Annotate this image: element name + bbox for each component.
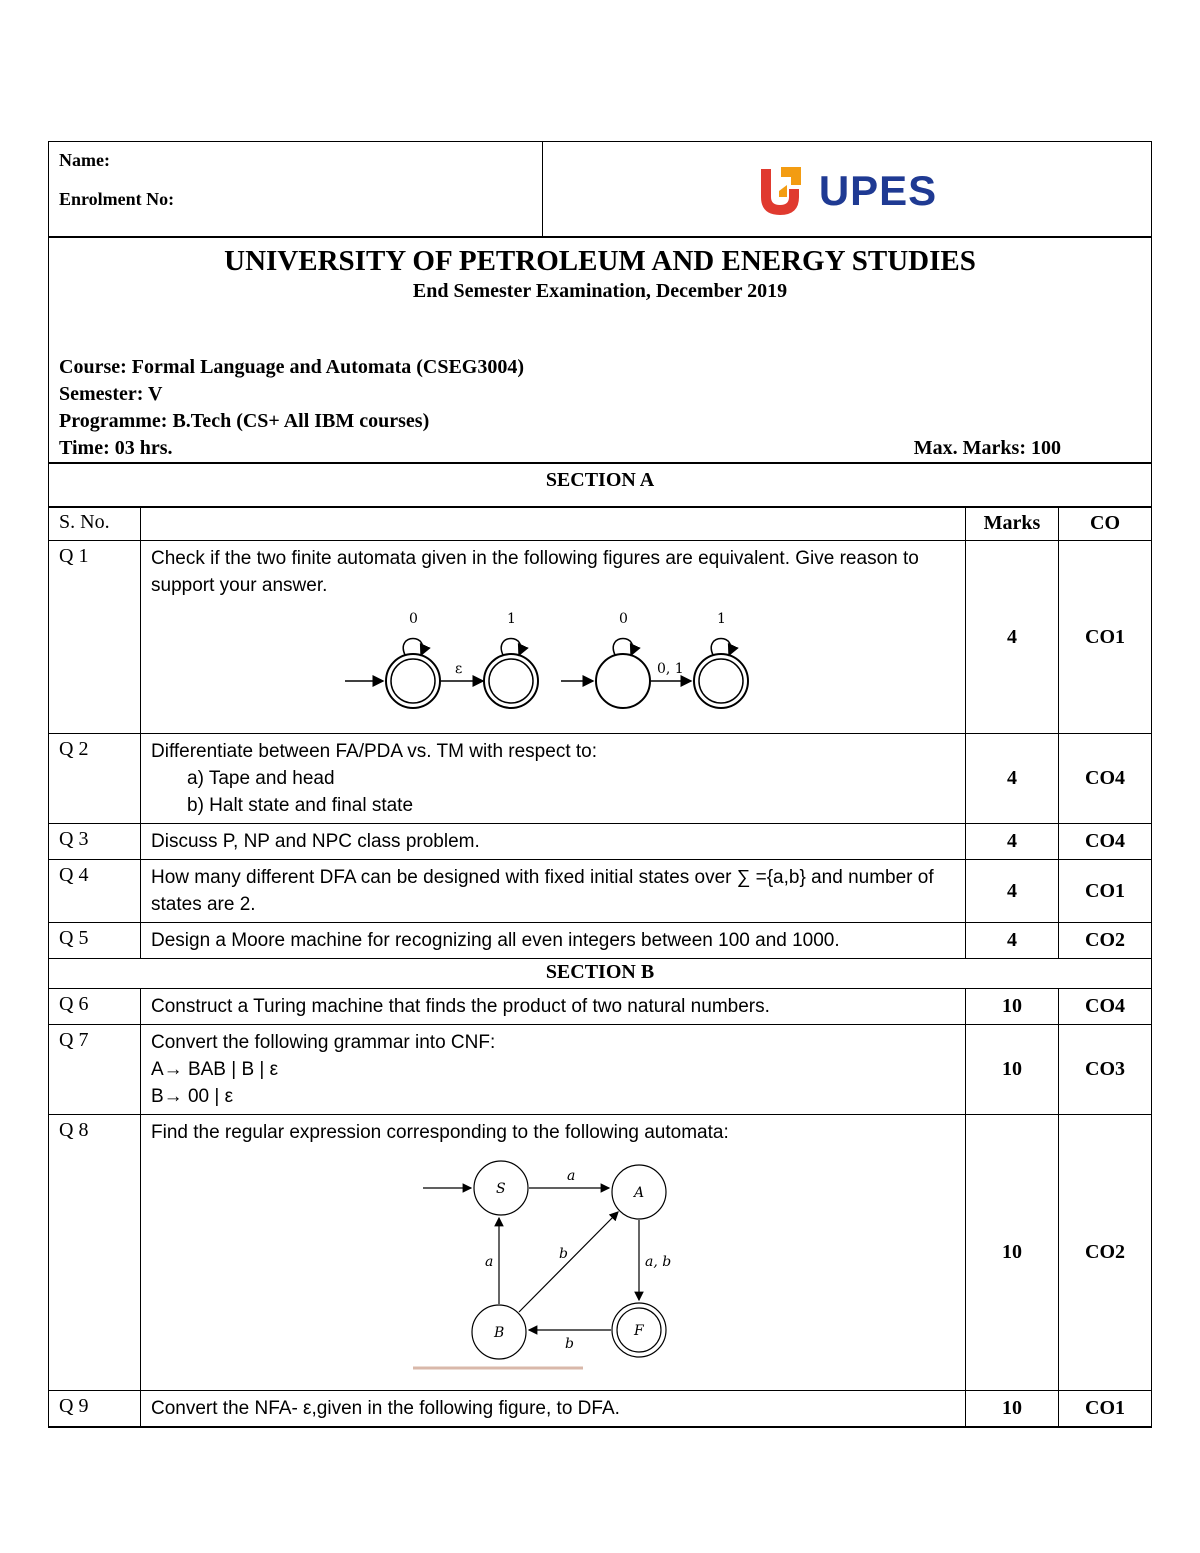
state-circle (596, 654, 650, 708)
co-value: CO4 (1059, 824, 1152, 860)
question-text: Check if the two finite automata given in the following figures are equivalent. Give reason to support your answer. (151, 548, 919, 596)
section-a-heading: SECTION A (49, 463, 1152, 507)
time-marks-line (59, 435, 1141, 462)
marks-value: 10 (966, 1025, 1059, 1115)
question-number: Q 6 (49, 989, 141, 1025)
edge-label: a, b (645, 1254, 672, 1270)
figure-label: 1 (507, 611, 516, 627)
question-row (49, 734, 1152, 824)
exam-info-table (48, 237, 1152, 508)
section-b-row (49, 959, 1152, 989)
question-number: Q 4 (49, 860, 141, 923)
question-subitem: b) Halt state and final state (187, 795, 414, 816)
question-row (49, 989, 1152, 1025)
marks-header: Marks (966, 507, 1059, 541)
question-number: Q 3 (49, 824, 141, 860)
university-name: UNIVERSITY OF PETROLEUM AND ENERGY STUDIES (224, 244, 976, 277)
question-number: Q 2 (49, 734, 141, 824)
question-row (49, 1391, 1152, 1428)
upes-logo-icon (757, 165, 803, 217)
question-row (49, 824, 1152, 860)
co-value: CO4 (1059, 989, 1152, 1025)
question-text-cell (141, 734, 966, 824)
question-text: Convert the following grammar into CNF: (151, 1032, 496, 1053)
question-text: Construct a Turing machine that finds the product of two natural numbers. (141, 989, 966, 1025)
state-circle (386, 654, 440, 708)
programme-line: Programme: B.Tech (CS+ All IBM courses) (59, 409, 430, 432)
questions-table (48, 506, 1152, 1428)
edge-label: a (567, 1168, 576, 1184)
state-label: F (634, 1323, 644, 1339)
name-label: Name: (59, 150, 110, 170)
marks-value: 4 (966, 923, 1059, 959)
marks-value: 10 (966, 1115, 1059, 1391)
co-value: CO2 (1059, 1115, 1152, 1391)
grammar-rule: A→ BAB | B | ε (151, 1059, 279, 1080)
marks-value: 4 (966, 824, 1059, 860)
question-number: Q 8 (49, 1115, 141, 1391)
exam-paper (48, 141, 1152, 1428)
question-text-cell (141, 541, 966, 734)
q8-automata-figure (413, 1154, 693, 1374)
enrolment-label: Enrolment No: (59, 189, 175, 209)
question-number: Q 5 (49, 923, 141, 959)
co-value: CO1 (1059, 541, 1152, 734)
header-table (48, 141, 1152, 238)
question-text: Differentiate between FA/PDA vs. TM with respect to: (151, 741, 597, 762)
question-row (49, 923, 1152, 959)
question-subitem: a) Tape and head (187, 768, 335, 789)
co-value: CO3 (1059, 1025, 1152, 1115)
upes-logo (757, 165, 937, 217)
question-text-cell (141, 1115, 966, 1391)
state-label: A (634, 1185, 645, 1201)
question-number: Q 9 (49, 1391, 141, 1428)
figure-label: 0, 1 (657, 661, 684, 677)
question-text: Design a Moore machine for recognizing all even integers between 100 and 1000. (141, 923, 966, 959)
figure-label: 0 (619, 611, 628, 627)
max-marks-label: Max. Marks: 100 (913, 436, 1061, 459)
question-text: Find the regular expression corresponding to the following automata: (151, 1122, 729, 1143)
question-row (49, 1115, 1152, 1391)
logo-text: UPES (818, 166, 938, 214)
question-number: Q 7 (49, 1025, 141, 1115)
question-row (49, 1025, 1152, 1115)
section-b-heading: SECTION B (49, 959, 1152, 989)
figure-label: 0 (409, 611, 418, 627)
exam-info (49, 237, 1152, 463)
co-value: CO1 (1059, 860, 1152, 923)
logo-cell (543, 142, 1152, 238)
co-header: CO (1059, 507, 1152, 541)
marks-value: 10 (966, 989, 1059, 1025)
marks-value: 4 (966, 860, 1059, 923)
edge-label: a (485, 1254, 494, 1270)
question-row (49, 860, 1152, 923)
state-circle (484, 654, 538, 708)
marks-value: 4 (966, 541, 1059, 734)
co-value: CO2 (1059, 923, 1152, 959)
co-value: CO1 (1059, 1391, 1152, 1428)
student-id-cell (49, 142, 543, 238)
question-text: Discuss P, NP and NPC class problem. (141, 824, 966, 860)
time-label: Time: 03 hrs. (59, 436, 173, 459)
figure-label: 1 (717, 611, 726, 627)
semester-line: Semester: V (59, 382, 163, 405)
marks-value: 10 (966, 1391, 1059, 1428)
co-value: CO4 (1059, 734, 1152, 824)
question-row (49, 541, 1152, 734)
question-header (141, 507, 966, 541)
question-text: How many different DFA can be designed with fixed initial states over ∑ ={a,b} and number of states are 2. (141, 860, 966, 923)
state-label: B (494, 1325, 505, 1341)
edge-label: b (565, 1336, 574, 1352)
question-text-cell (141, 1025, 966, 1115)
state-circle (694, 654, 748, 708)
question-number: Q 1 (49, 541, 141, 734)
grammar-rule: B→ 00 | ε (151, 1086, 234, 1107)
marks-value: 4 (966, 734, 1059, 824)
q1-automata-figure (331, 603, 781, 713)
figure-label: ε (455, 661, 463, 677)
course-line: Course: Formal Language and Automata (CSEG3004) (59, 355, 525, 378)
exam-title: End Semester Examination, December 2019 (412, 279, 788, 302)
state-label: S (496, 1181, 506, 1197)
edge-label: b (559, 1246, 568, 1262)
column-header-row (49, 507, 1152, 541)
question-text: Convert the NFA- ε,given in the following figure, to DFA. (141, 1391, 966, 1428)
sno-header: S. No. (49, 507, 141, 541)
